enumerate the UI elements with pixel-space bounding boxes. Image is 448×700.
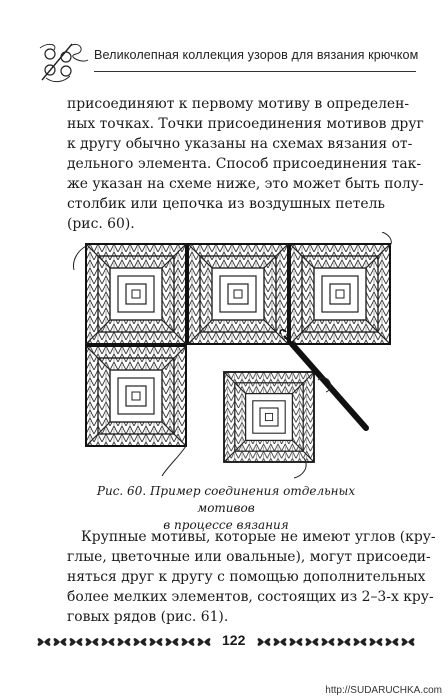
text-line: к другу обычно указаны на схемах вязания от-: [67, 136, 413, 152]
caption-line: в процессе вязания: [163, 518, 289, 532]
book-title: Великолепная коллекция узоров для вязания крючком: [94, 48, 419, 62]
text-line: дельного элемента. Способ присоединения так-: [67, 156, 422, 172]
butterfly-border-ornament-icon: [36, 635, 214, 649]
page-number: 122: [222, 632, 246, 648]
text-line: же указан на схеме ниже, это может быть полу-: [67, 176, 424, 192]
body-paragraph-2: [67, 527, 436, 627]
text-line: присоединяют к первому мотиву в определен-: [67, 96, 410, 112]
butterfly-border-ornament-icon: [256, 635, 416, 649]
caption-line: Рис. 60. Пример соединения отдельных мотивов: [96, 484, 356, 515]
text-line: говых рядов (рис. 61).: [67, 609, 229, 625]
text-line: (рис. 60).: [67, 216, 135, 232]
text-line: столбик или цепочка из воздушных петель: [67, 196, 385, 212]
text-line: ных точках. Точки присоединения мотивов друг: [67, 116, 424, 132]
page-footer: [36, 632, 416, 652]
text-line: Крупные мотивы, которые не имеют углов (кру-: [81, 529, 436, 545]
header-divider: [94, 71, 416, 72]
text-line: няться друг к другу с помощью дополнительных: [67, 569, 426, 585]
needle-thread-emblem-icon: [36, 38, 92, 88]
page-header: [36, 38, 419, 88]
body-paragraph-1: [67, 94, 424, 234]
crochet-granny-squares-with-hook-illustration: [66, 232, 396, 480]
text-line: более мелких элементов, состоящих из 2–3-х кру-: [67, 589, 434, 605]
text-line: глые, цветочные или овальные), могут присоеди-: [67, 549, 431, 565]
watermark-url: http://SUDARUCHKA.com: [325, 685, 442, 696]
